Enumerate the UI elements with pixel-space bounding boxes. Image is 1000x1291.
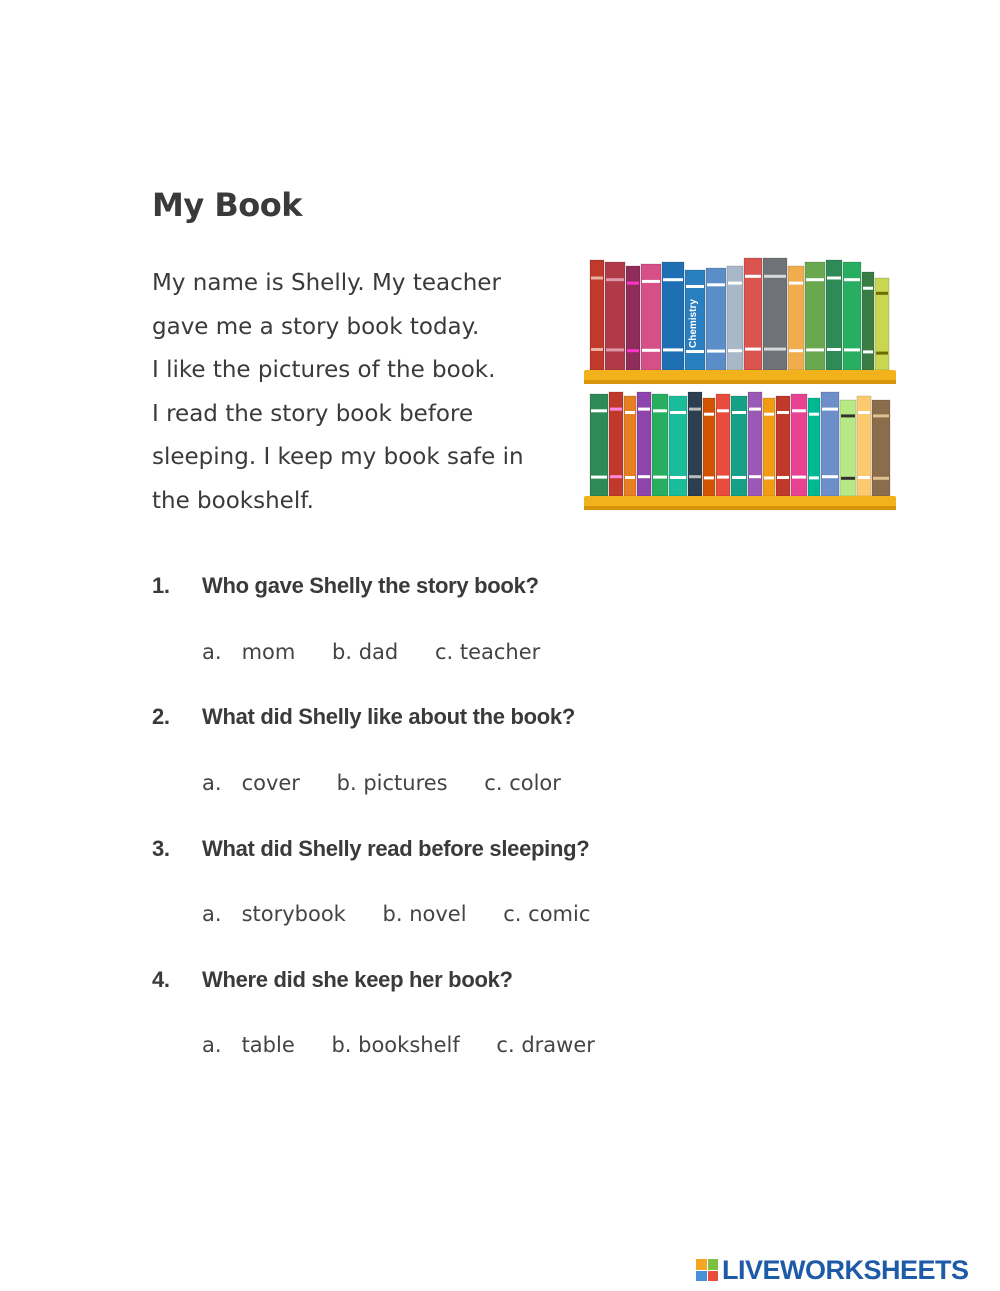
book-band: [858, 411, 870, 414]
book-band: [777, 476, 789, 479]
option-c[interactable]: c. drawer: [496, 1033, 595, 1057]
book-band: [876, 352, 888, 355]
option-b[interactable]: b. dad: [332, 640, 399, 664]
book-band: [732, 476, 746, 479]
question-1: [152, 573, 539, 599]
book-band: [764, 476, 774, 479]
logo-text: LIVEWORKSHEETS: [722, 1254, 969, 1285]
book-band: [686, 350, 704, 353]
book-band: [806, 348, 824, 351]
book-band: [625, 476, 635, 479]
question-text: Where did she keep her book?: [202, 967, 513, 992]
option-b[interactable]: b. bookshelf: [331, 1033, 460, 1057]
book-band: [591, 476, 607, 479]
book-band: [663, 278, 683, 281]
book-band: [873, 477, 889, 480]
book-band: [764, 348, 786, 351]
book-band: [653, 409, 667, 412]
option-c[interactable]: c. comic: [503, 902, 591, 926]
book-band: [863, 287, 873, 290]
option-a[interactable]: a. cover: [202, 771, 300, 795]
book-band: [844, 278, 860, 281]
book-band: [686, 285, 704, 288]
reading-passage: [152, 262, 582, 523]
question-text: What did Shelly read before sleeping?: [202, 836, 590, 861]
book-band: [610, 408, 622, 411]
option-c[interactable]: c. color: [484, 771, 561, 795]
question-4: [152, 967, 513, 993]
book-spine: [652, 394, 668, 496]
book-band: [707, 283, 725, 286]
bottom-shelf-books: [590, 392, 890, 496]
question-number: 1.: [152, 573, 170, 598]
book-band: [876, 292, 888, 295]
book-band: [728, 349, 742, 352]
book-band: [728, 282, 742, 285]
book-spine: [716, 394, 730, 496]
book-band: [689, 408, 701, 411]
logo-grid-icon: [696, 1259, 718, 1281]
question-2-options: [202, 771, 591, 795]
book-spine: [706, 268, 726, 370]
question-2: [152, 704, 575, 730]
question-number: 4.: [152, 967, 170, 992]
passage-line: My name is Shelly. My teacher: [152, 270, 501, 296]
option-a[interactable]: a. table: [202, 1033, 295, 1057]
book-band: [827, 348, 841, 351]
passage-line: sleeping. I keep my book safe in: [152, 444, 524, 470]
book-band: [792, 409, 806, 412]
option-b[interactable]: b. novel: [382, 902, 467, 926]
option-a[interactable]: a. storybook: [202, 902, 346, 926]
book-band: [717, 409, 729, 412]
book-band: [591, 348, 603, 351]
question-number: 3.: [152, 836, 170, 861]
book-band: [809, 413, 819, 416]
question-4-options: [202, 1033, 625, 1057]
book-spine: [875, 278, 889, 370]
question-1-options: [202, 640, 570, 664]
book-band: [841, 414, 855, 417]
book-band: [732, 411, 746, 414]
book-band: [806, 278, 824, 281]
book-band: [606, 348, 624, 351]
passage-line: the bookshelf.: [152, 487, 314, 514]
book-band: [606, 278, 624, 281]
passage-line: I read the story book before: [152, 400, 474, 427]
book-band: [809, 476, 819, 479]
question-3-options: [202, 902, 620, 926]
book-spine: [641, 264, 661, 370]
book-band: [841, 477, 855, 480]
book-band: [777, 411, 789, 414]
question-number: 2.: [152, 704, 170, 729]
book-band: [745, 275, 761, 278]
page-title: My Book: [152, 186, 302, 224]
book-band: [704, 413, 714, 416]
book-band: [863, 350, 873, 353]
book-band: [591, 409, 607, 412]
book-spine-label: Chemistry: [688, 299, 699, 348]
book-band: [625, 411, 635, 414]
book-spine: [791, 394, 807, 496]
book-spine: [763, 258, 787, 370]
book-band: [717, 476, 729, 479]
book-band: [642, 280, 660, 283]
question-text: What did Shelly like about the book?: [202, 704, 575, 729]
book-band: [789, 282, 803, 285]
book-band: [653, 476, 667, 479]
book-band: [707, 350, 725, 353]
question-3: [152, 836, 589, 862]
book-spine: [744, 258, 762, 370]
book-band: [749, 408, 761, 411]
book-band: [638, 408, 650, 411]
book-band: [704, 476, 714, 479]
book-spine: [590, 394, 608, 496]
book-band: [610, 475, 622, 478]
book-band: [749, 475, 761, 478]
book-band: [844, 348, 860, 351]
book-band: [670, 476, 686, 479]
option-c[interactable]: c. teacher: [434, 640, 541, 664]
book-band: [745, 348, 761, 351]
top-shelf-books: [590, 258, 889, 370]
book-band: [764, 275, 786, 278]
book-band: [663, 348, 683, 351]
book-band: [858, 476, 870, 479]
book-band: [789, 349, 803, 352]
bookshelf-illustration: [584, 252, 896, 510]
book-band: [627, 349, 639, 352]
book-band: [792, 476, 806, 479]
book-band: [689, 475, 701, 478]
passage-line: gave me a story book today.: [152, 313, 480, 340]
book-band: [642, 349, 660, 352]
book-band: [627, 282, 639, 285]
question-text: Who gave Shelly the story book?: [202, 573, 539, 598]
book-band: [822, 475, 838, 478]
passage-line: I like the pictures of the book.: [152, 357, 496, 383]
book-band: [822, 408, 838, 411]
book-band: [591, 277, 603, 280]
book-band: [670, 411, 686, 414]
option-b[interactable]: b. pictures: [336, 771, 448, 795]
book-band: [873, 414, 889, 417]
book-band: [638, 475, 650, 478]
book-band: [764, 413, 774, 416]
book-band: [827, 277, 841, 280]
liveworksheets-logo[interactable]: [696, 1256, 969, 1284]
option-a[interactable]: a. mom: [202, 640, 296, 664]
